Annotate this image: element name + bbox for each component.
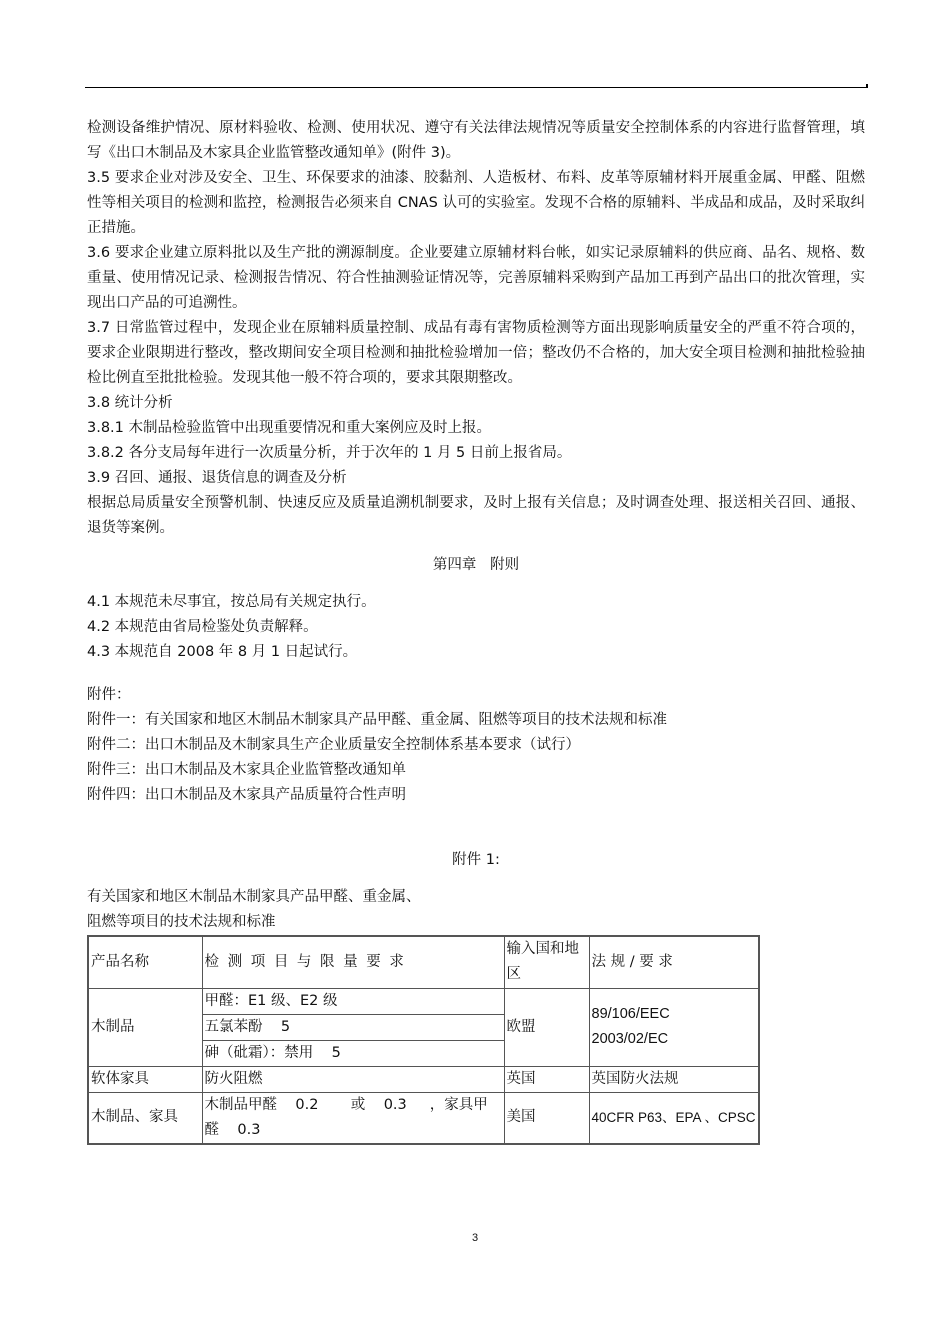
- appendix-1-title-line1: 有关国家和地区木制品木制家具产品甲醛、重金属、: [87, 889, 421, 905]
- paragraph-supervision: 检测设备维护情况、原材料验收、检测、使用状况、遵守有关法律法规情况等质量安全控制体系的内容进行监督管理，填写《出口木制品及木家具企业监管整改通知单》(附件 3)。: [87, 120, 865, 161]
- table-row: [88, 1066, 759, 1092]
- paragraph-3-7: 3.7 日常监管过程中，发现企业在原辅料质量控制、成品有毒有害物质检测等方面出现影响质量安全的严重不符合项的，要求企业限期进行整改，整改期间安全项目检测和抽批检验增加一倍；整改仍不合格的，加大安全项目检测和抽批检验抽检比例直至批批检验。发现其他一般不符合项的，要求其限期整改。: [87, 320, 865, 386]
- paragraph-3-8-2: 3.8.2 各分支局每年进行一次质量分析，并于次年的 1 月 5 日前上报省局。: [87, 445, 572, 461]
- paragraph-3-5: 3.5 要求企业对涉及安全、卫生、环保要求的油漆、胶黏剂、人造板材、布料、皮革等原辅材料开展重金属、甲醛、阻燃性等相关项目的检测和监控，检测报告必须来自 CNAS 认可的实验室。发现不合格的原辅料、半成品和成品，及时采取纠正措施。: [87, 170, 865, 236]
- header-country: 输入国和地区: [504, 936, 589, 988]
- cell-test: [202, 1092, 504, 1144]
- cell-test: 防火阻燃: [202, 1066, 504, 1092]
- cell-country: 欧盟: [504, 988, 589, 1066]
- paragraph-3-9: 3.9 召回、通报、退货信息的调查及分析: [87, 470, 347, 486]
- chapter-4-item: 4.1 本规范未尽事宜，按总局有关规定执行。: [87, 594, 376, 610]
- chapter-4-title: 第四章 附则: [432, 557, 520, 573]
- cell-test: 五氯苯酚 5: [202, 1014, 504, 1040]
- cell-test: 甲醛：E1 级、E2 级: [202, 988, 504, 1014]
- cell-country: 英国: [504, 1066, 589, 1092]
- attachment-item: 附件三：出口木制品及木家具企业监管整改通知单: [87, 762, 406, 778]
- cell-test: 砷（砒霜）：禁用 5: [202, 1040, 504, 1066]
- paragraph-3-9-body: 根据总局质量安全预警机制、快速反应及质量追溯机制要求，及时上报有关信息；及时调查处理、报送相关召回、通报、退货等案例。: [87, 495, 865, 536]
- chapter-4-item: 4.3 本规范自 2008 年 8 月 1 日起试行。: [87, 644, 358, 660]
- header-tests: 检 测 项 目 与 限 量 要 求: [202, 936, 504, 988]
- regulation-line: 89/106/EEC: [591, 1006, 670, 1022]
- table-row: [88, 1092, 759, 1144]
- regulations-table: [87, 935, 760, 1145]
- paragraph-3-8-1: 3.8.1 木制品检验监管中出现重要情况和重大案例应及时上报。: [87, 420, 492, 436]
- test-line: 醛 0.3: [204, 1121, 261, 1138]
- attachment-item: 附件四：出口木制品及木家具产品质量符合性声明: [87, 787, 406, 803]
- cell-country: 美国: [504, 1092, 589, 1144]
- header-rule-tick: [866, 84, 868, 88]
- cell-product: 木制品、家具: [88, 1092, 202, 1144]
- cell-regulations: [589, 988, 759, 1066]
- header-regulations: 法 规 / 要 求: [589, 936, 759, 988]
- cell-regulations: 英国防火法规: [589, 1066, 759, 1092]
- regulation-line: 2003/02/EC: [591, 1031, 669, 1047]
- header-rule: [85, 87, 868, 88]
- table-row: [88, 988, 759, 1014]
- attachment-item: 附件一：有关国家和地区木制品木制家具产品甲醛、重金属、阻燃等项目的技术法规和标准: [87, 712, 667, 728]
- cell-regulations: 40CFR P63、EPA 、CPSC: [589, 1092, 759, 1144]
- test-line: 木制品甲醛 0.2 或 0.3 ，家具甲: [204, 1096, 488, 1113]
- paragraph-3-6: 3.6 要求企业建立原料批以及生产批的溯源制度。企业要建立原辅材料台帐，如实记录原辅料的供应商、品名、规格、数重量、使用情况记录、检测报告情况、符合性抽测验证情况等，完善原辅料采购到产品加工再到产品出口的批次管理，实现出口产品的可追溯性。: [87, 245, 865, 311]
- attachments-label: 附件：: [87, 687, 131, 703]
- header-product: 产品名称: [88, 936, 202, 988]
- cell-product: 木制品: [88, 988, 202, 1066]
- paragraph-3-8: 3.8 统计分析: [87, 395, 173, 411]
- cell-product: 软体家具: [88, 1066, 202, 1092]
- table-header-row: [88, 936, 759, 988]
- page-number: 3: [471, 1232, 479, 1244]
- document-body: [87, 116, 865, 1145]
- chapter-4-item: 4.2 本规范由省局检鉴处负责解释。: [87, 619, 318, 635]
- attachment-item: 附件二：出口木制品及木制家具生产企业质量安全控制体系基本要求（试行）: [87, 737, 580, 753]
- appendix-1-heading: 附件 1:: [452, 852, 500, 868]
- appendix-1-title-line2: 阻燃等项目的技术法规和标准: [87, 914, 276, 930]
